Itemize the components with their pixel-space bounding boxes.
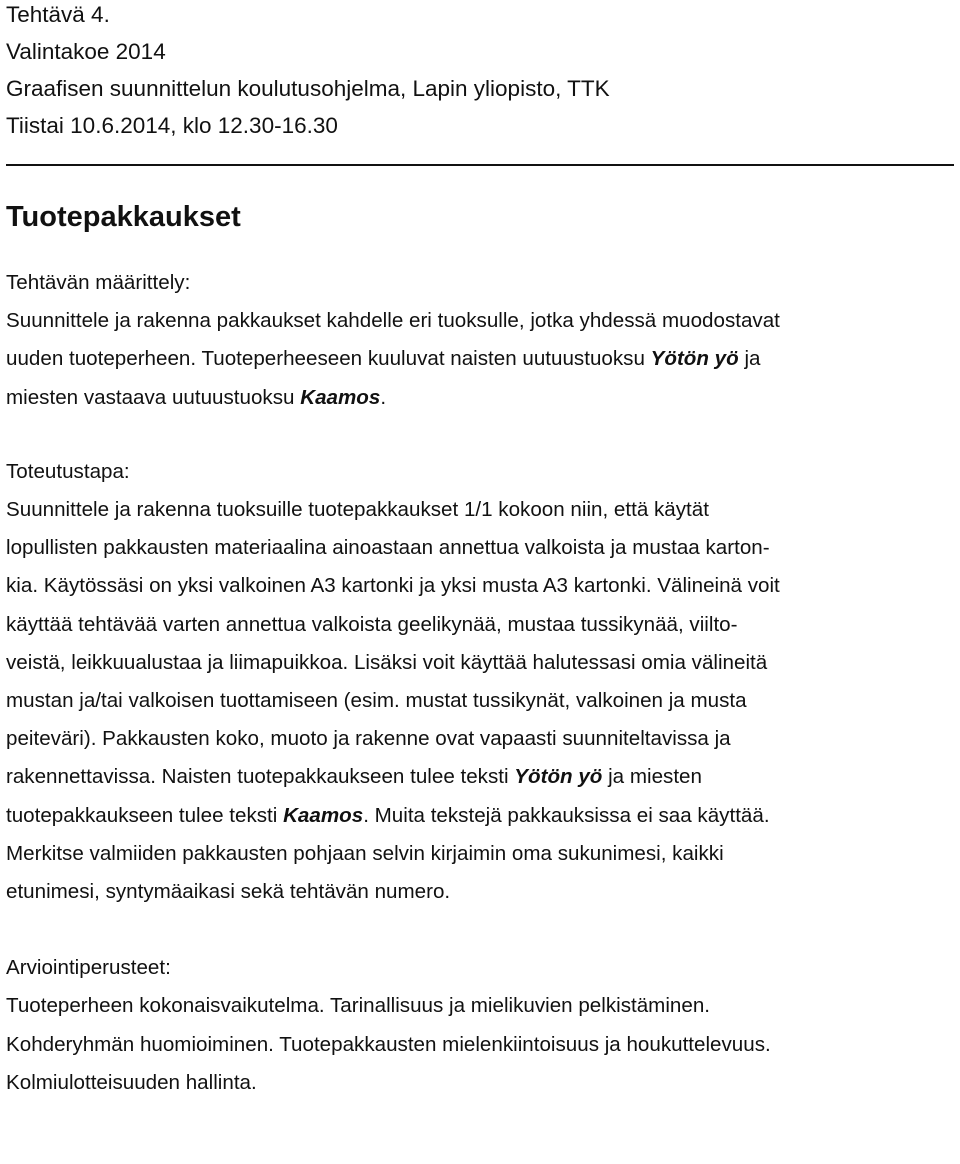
text-segment: ja miesten bbox=[602, 765, 702, 789]
implementation-line: mustan ja/tai valkoisen tuottamiseen (esim. mustat tussikynät, valkoinen ja musta bbox=[6, 689, 747, 713]
implementation-line: veistä, leikkuualustaa ja liimapuikkoa. Lisäksi voit käyttää halutessasi omia välineitä bbox=[6, 650, 768, 674]
criteria-line: Tuoteperheen kokonaisvaikutelma. Tarinallisuus ja mielikuvien pelkistäminen. bbox=[6, 994, 710, 1018]
implementation-line: etunimesi, syntymäaikasi sekä tehtävän numero. bbox=[6, 880, 451, 904]
definition-line bbox=[6, 379, 956, 417]
text-segment: uuden tuoteperheen. Tuoteperheeseen kuuluvat naisten uutuustuoksu bbox=[6, 347, 651, 371]
definition-section bbox=[6, 264, 956, 417]
implementation-line: Merkitse valmiiden pakkausten pohjaan selvin kirjaimin oma sukunimesi, kaikki bbox=[6, 841, 724, 865]
text-segment: . Muita tekstejä pakkauksissa ei saa käyttää. bbox=[363, 803, 770, 827]
product-name-men: Kaamos bbox=[300, 385, 381, 409]
definition-line bbox=[6, 340, 956, 378]
text-segment: rakennettavissa. Naisten tuotepakkaukseen tulee teksti bbox=[6, 765, 515, 789]
product-name-women: Yötön yö bbox=[514, 765, 603, 789]
program-name: Graafisen suunnittelun koulutusohjelma, Lapin yliopisto, TTK bbox=[6, 76, 610, 101]
criteria-line: Kolmiulotteisuuden hallinta. bbox=[6, 1070, 257, 1094]
page-title: Tuotepakkaukset bbox=[6, 201, 241, 233]
criteria-section bbox=[6, 949, 956, 1102]
implementation-line: lopullisten pakkausten materiaalina ainoastaan annettua valkoista ja mustaa karton- bbox=[6, 536, 770, 560]
implementation-label: Toteutustapa: bbox=[6, 459, 130, 483]
definition-line: Suunnittele ja rakenna pakkaukset kahdelle eri tuoksulle, jotka yhdessä muodostavat bbox=[6, 309, 780, 333]
product-name-women: Yötön yö bbox=[650, 347, 739, 371]
implementation-line: kia. Käytössäsi on yksi valkoinen A3 kartonki ja yksi musta A3 kartonki. Välineinä voit bbox=[6, 574, 780, 598]
exam-name: Valintakoe 2014 bbox=[6, 39, 166, 64]
implementation-line: peiteväri). Pakkausten koko, muoto ja rakenne ovat vapaasti suunniteltavissa ja bbox=[6, 727, 731, 751]
document-header bbox=[6, 0, 956, 144]
text-segment: tuotepakkaukseen tulee teksti bbox=[6, 803, 284, 827]
criteria-label: Arviointiperusteet: bbox=[6, 956, 171, 980]
implementation-line: käyttää tehtävää varten annettua valkoista geelikynää, mustaa tussikynää, viilto- bbox=[6, 612, 738, 636]
implementation-section bbox=[6, 453, 956, 911]
text-segment: . bbox=[380, 385, 387, 409]
definition-label: Tehtävän määrittely: bbox=[6, 271, 191, 294]
implementation-line bbox=[6, 758, 956, 796]
task-number: Tehtävä 4. bbox=[6, 2, 110, 27]
criteria-line: Kohderyhmän huomioiminen. Tuotepakkausten mielenkiintoisuus ja houkuttelevuus. bbox=[6, 1032, 771, 1056]
text-segment: miesten vastaava uutuustuoksu bbox=[6, 385, 301, 409]
implementation-line: Suunnittele ja rakenna tuoksuille tuotepakkaukset 1/1 kokoon niin, että käytät bbox=[6, 498, 709, 522]
document-page bbox=[6, 0, 956, 1102]
exam-date: Tiistai 10.6.2014, klo 12.30-16.30 bbox=[6, 113, 338, 138]
text-segment: ja bbox=[738, 347, 761, 371]
implementation-line bbox=[6, 797, 956, 835]
product-name-men: Kaamos bbox=[283, 803, 364, 827]
header-divider bbox=[6, 164, 954, 166]
